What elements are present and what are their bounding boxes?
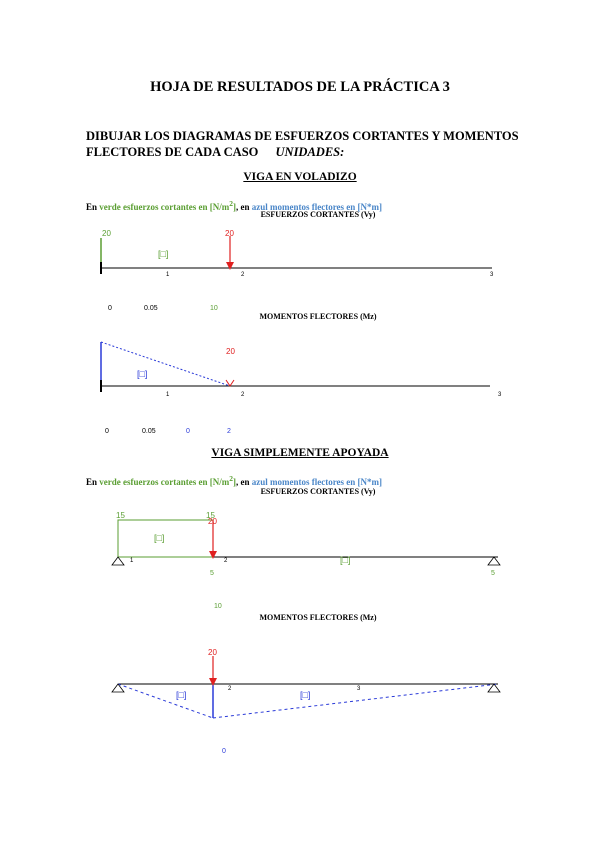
moment-slope-line (101, 342, 230, 386)
moment-region-right: [□] (300, 690, 311, 700)
shear-right-value: 15 (206, 511, 215, 520)
legend-green-text: verde esfuerzos cortantes en [N/m (99, 477, 230, 487)
moment-tick-1: 1 (166, 392, 170, 398)
shear-tick-1: 1 (166, 272, 170, 278)
moment-tick-2: 2 (228, 686, 232, 692)
ss-moment-title: MOMENTOS FLECTORES (Mz) (259, 613, 377, 622)
legend-green-sup: 2 (229, 199, 233, 208)
cantilever-moment-title: MOMENTOS FLECTORES (Mz) (259, 312, 377, 321)
moment-values-a: 0 (222, 748, 226, 755)
shear-tick-2: 2 (241, 272, 245, 278)
value-d: 2 (227, 428, 231, 435)
moment-tick-2: 2 (241, 392, 245, 398)
load-arrow-head (209, 551, 217, 559)
shear-region-label: [□] (158, 249, 169, 259)
load-arrow-head (209, 678, 217, 686)
legend-mid: , en (235, 202, 250, 212)
shear-tick-3: 3 (490, 272, 494, 278)
legend-blue-text: azul momentos flectores en [N*m] (251, 477, 383, 487)
legend-green-close: ] (232, 477, 236, 487)
value-a: 0 (108, 305, 112, 312)
shear-bottom-left: 5 (210, 570, 214, 577)
value-b: 0.05 (144, 305, 158, 312)
shear-left-value: 20 (102, 229, 111, 238)
legend-en: En (86, 477, 98, 487)
legend-green-sup: 2 (229, 474, 233, 483)
shear-block (118, 520, 213, 557)
ss-shear-title: ESFUERZOS CORTANTES (Vy) (260, 487, 376, 496)
instructions-text: DIBUJAR LOS DIAGRAMAS DE ESFUERZOS CORTANTES Y MOMENTOS FLECTORES DE CADA CASO (86, 129, 519, 159)
ss-legend (86, 474, 382, 487)
right-support (488, 557, 500, 565)
moment-tick-3: 3 (357, 686, 361, 692)
shear-tick-2: 2 (224, 558, 228, 564)
shear-values-a: 10 (214, 603, 222, 610)
left-support (112, 684, 124, 692)
left-support (112, 557, 124, 565)
shear-bottom-right: 5 (491, 570, 495, 577)
shear-left-value: 15 (116, 511, 125, 520)
cantilever-heading: VIGA EN VOLADIZO (243, 171, 357, 183)
shear-load-value: 20 (208, 517, 217, 526)
legend-en: En (86, 202, 98, 212)
value-a: 0 (105, 428, 109, 435)
moment-tick-3: 3 (498, 392, 502, 398)
moment-region-left: [□] (176, 690, 187, 700)
cantilever-values-row-1 (108, 305, 218, 312)
cantilever-shear-diagram (101, 229, 494, 278)
cantilever-shear-title: ESFUERZOS CORTANTES (Vy) (260, 210, 376, 219)
load-arrow-head (226, 262, 234, 270)
page-title: HOJA DE RESULTADOS DE LA PRÁCTICA 3 (150, 79, 450, 95)
legend-blue-text: azul momentos flectores en [N*m] (251, 202, 383, 212)
ss-moment-diagram (112, 648, 500, 755)
shear-tick-1: 1 (130, 558, 134, 564)
shear-load-value: 20 (225, 229, 234, 238)
value-b: 0.05 (142, 428, 156, 435)
moment-left-line (118, 684, 213, 718)
ss-shear-diagram (112, 511, 500, 610)
legend-green-text: verde esfuerzos cortantes en [N/m (99, 202, 230, 212)
units-label: UNIDADES: (275, 145, 345, 159)
shear-region-left: [□] (154, 533, 165, 543)
value-c: 0 (186, 428, 190, 435)
moment-load-value: 20 (208, 648, 217, 657)
cantilever-moment-diagram (101, 342, 502, 398)
cantilever-values-row-2 (105, 428, 231, 435)
legend-green-close: ] (232, 202, 236, 212)
shear-region-right: [□] (340, 555, 351, 565)
value-c: 10 (210, 305, 218, 312)
simply-supported-heading: VIGA SIMPLEMENTE APOYADA (211, 447, 389, 459)
moment-load-value: 20 (226, 347, 235, 356)
moment-region-label: [□] (137, 369, 148, 379)
legend-mid: , en (235, 477, 250, 487)
moment-right-line (213, 684, 498, 718)
